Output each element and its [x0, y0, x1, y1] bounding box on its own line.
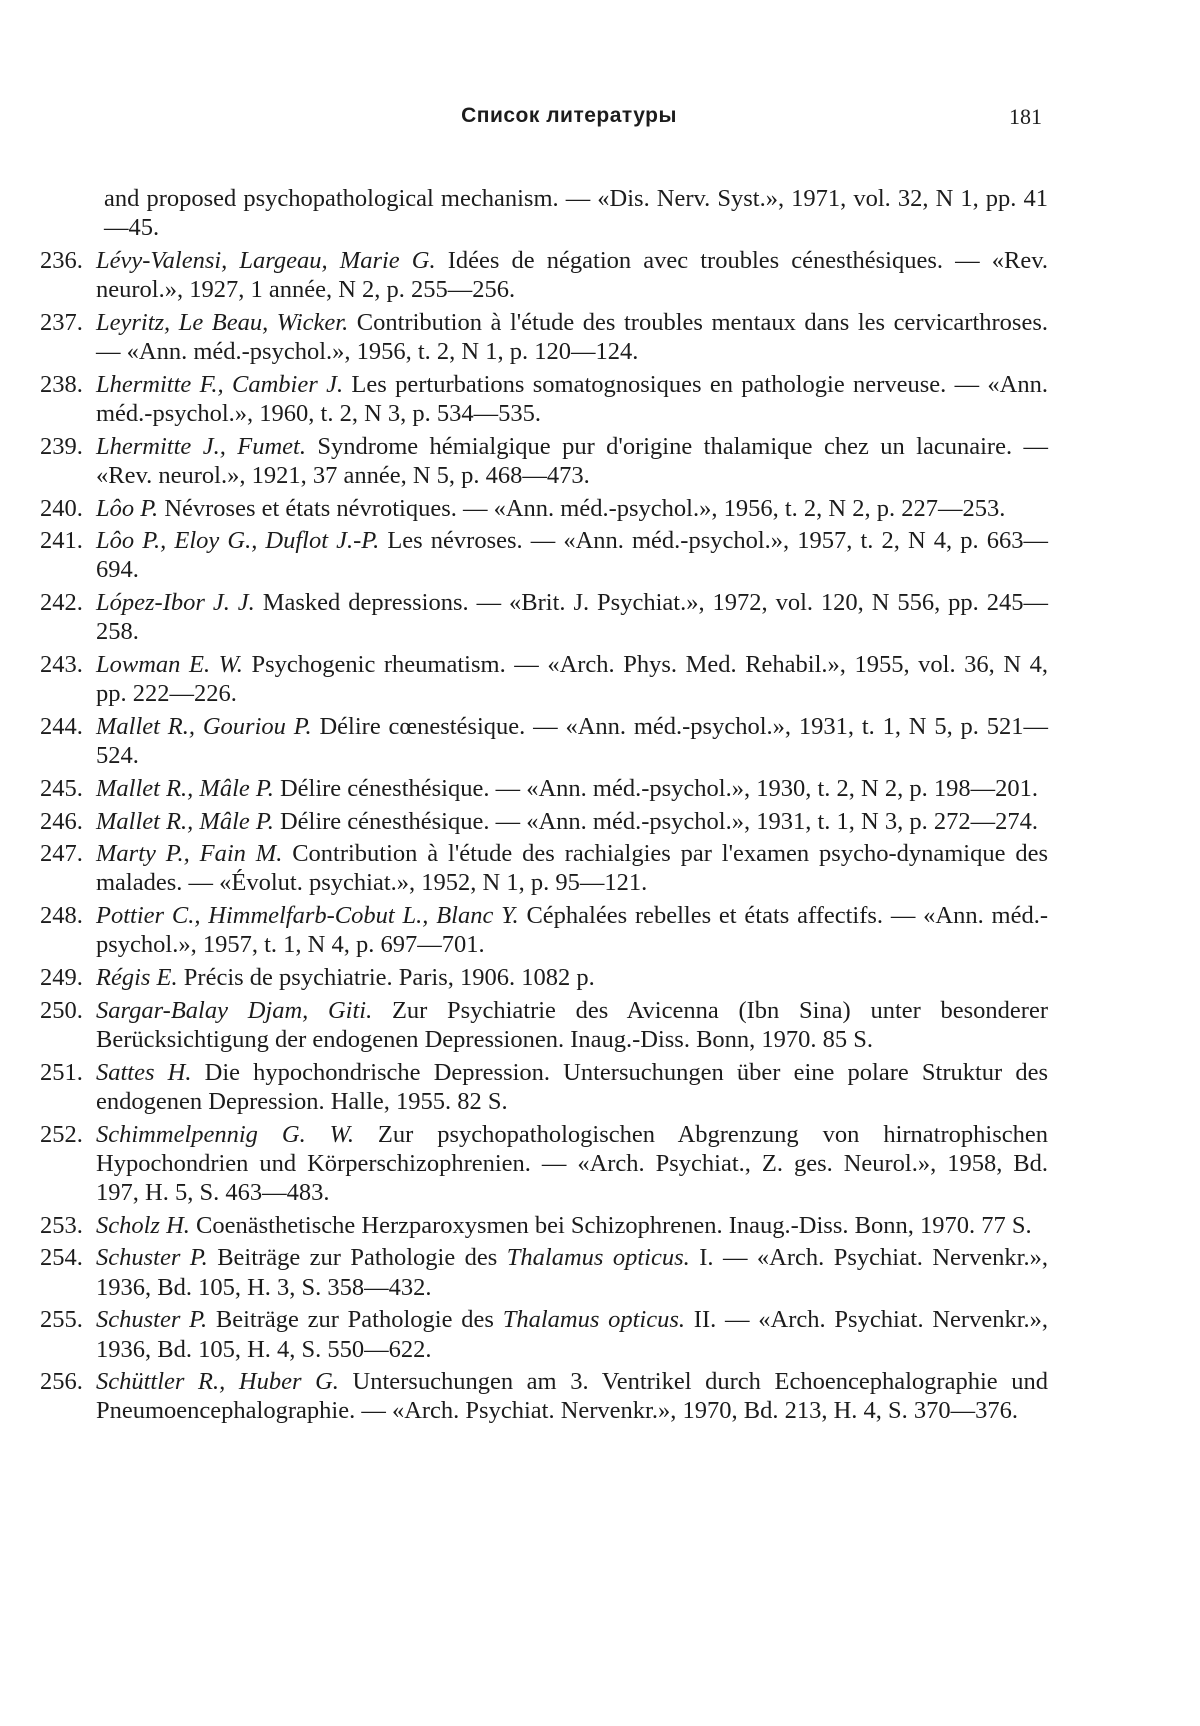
- reference-entry: 244. Mallet R., Gouriou P. Délire cœnestésique. — «Ann. méd.-psychol.», 1931, t. 1, N 5, p. 521—524.: [40, 712, 1048, 770]
- reference-entry: 253. Scholz H. Coenästhetische Herzparoxysmen bei Schizophrenen. Inaug.-Diss. Bonn, 1970. 77 S.: [40, 1211, 1032, 1239]
- reference-authors: Leyritz, Le Beau, Wicker.: [96, 308, 349, 336]
- reference-text: Contribution à l'étude des rachialgies par l'examen psycho-dynamique des malades. — «Évolut. psychiat.», 1952, N 1, p. 95—121.: [96, 840, 1048, 897]
- reference-authors: Lhermitte F., Cambier J.: [96, 370, 344, 398]
- reference-authors: Lôo P.: [96, 494, 159, 522]
- reference-text: Die hypochondrische Depression. Untersuchungen über eine polare Struktur des endogenen Depression. Halle, 1955. 82 S.: [96, 1058, 1049, 1115]
- reference-entry: 240. Lôo P. Névroses et états névrotiques. — «Ann. méd.-psychol.», 1956, t. 2, N 2, p. 227—253.: [40, 494, 1006, 522]
- reference-text: Précis de psychiatrie. Paris, 1906. 1082 p.: [177, 964, 595, 992]
- reference-text: Délire cénesthésique. — «Ann. méd.-psychol.», 1930, t. 2, N 2, p. 198—201.: [273, 774, 1038, 802]
- reference-text: Masked depressions. — «Brit. J. Psychiat.», 1972, vol. 120, N 556, pp. 245—258.: [96, 589, 1048, 646]
- running-head: [96, 104, 1042, 134]
- reference-entry: 247. Marty P., Fain M. Contribution à l'étude des rachialgies par l'examen psycho-dynamique des malades. — «Évolut. psychiat.», 1952, N 1, p. 95—121.: [40, 840, 1048, 897]
- running-title: Список литературы: [461, 104, 677, 127]
- reference-text: Les perturbations somatognosiques en pathologie nerveuse. — «Ann. méd.-psychol.», 1960, t. 2, N 3, p. 534—535.: [96, 370, 1048, 427]
- reference-entry: 239. Lhermitte J., Fumet. Syndrome hémialgique pur d'origine thalamique chez un lacunaire. — «Rev. neurol.», 1921, 37 année, N 5, p. 468—473.: [40, 432, 1048, 489]
- reference-text: Délire cœnestésique. — «Ann. méd.-psychol.», 1931, t. 1, N 5, p. 521—524.: [96, 712, 1048, 770]
- reference-list: [40, 184, 1049, 1429]
- reference-entry: 256. Schüttler R., Huber G. Untersuchungen am 3. Ventrikel durch Echoencephalographie und Pneumoencephalographie. — «Arch. Psychiat. Nervenkr.», 1970, Bd. 213, H. 4, S. 370—376.: [40, 1368, 1048, 1425]
- reference-text: and proposed psychopathological mechanism. — «Dis. Nerv. Syst.», 1971, vol. 32, N 1, pp. 41—45.: [104, 185, 1048, 242]
- reference-text: Zur Psychiatrie des Avicenna (Ibn Sina) unter besonderer Berücksichtigung der endogenen Depressionen. Inaug.-Diss. Bonn, 1970. 85 S.: [96, 996, 1048, 1053]
- reference-text: Coenästhetische Herzparoxysmen bei Schizophrenen. Inaug.-Diss. Bonn, 1970. 77 S.: [189, 1211, 1032, 1239]
- reference-entry: 245. Mallet R., Mâle P. Délire cénesthésique. — «Ann. méd.-psychol.», 1930, t. 2, N 2, p. 198—201.: [40, 774, 1038, 802]
- reference-authors: Lowman E. W.: [96, 651, 243, 679]
- reference-authors: López-Ibor J. J.: [96, 589, 255, 617]
- reference-text: Délire cénesthésique. — «Ann. méd.-psychol.», 1931, t. 1, N 3, p. 272—274.: [273, 807, 1038, 835]
- reference-authors: Régis E.: [96, 964, 178, 992]
- reference-entry: 236. Lévy-Valensi, Largeau, Marie G. Idées de négation avec troubles cénesthésiques. — «Rev. neurol.», 1927, 1 année, N 2, p. 255—256.: [40, 246, 1048, 304]
- reference-entry: 243. Lowman E. W. Psychogenic rheumatism. — «Arch. Phys. Med. Rehabil.», 1955, vol. 36, N 4, pp. 222—226.: [40, 651, 1048, 708]
- reference-authors: Schuster P.: [96, 1244, 208, 1272]
- reference-text: Les névroses. — «Ann. méd.-psychol.», 1957, t. 2, N 4, p. 663—694.: [96, 527, 1048, 584]
- reference-text: Zur psychopathologischen Abgrenzung von hirnatrophischen Hypochondrien und Körperschizophrenien. — «Arch. Psychiat., Z. ges. Neurol.», 1958, Bd. 197, H. 5, S. 463—483.: [96, 1120, 1048, 1206]
- reference-entry: 252. Schimmelpennig G. W. Zur psychopathologischen Abgrenzung von hirnatrophischen Hypochondrien und Körperschizophrenien. — «Arch. Psychiat., Z. ges. Neurol.», 1958, Bd. 197, H. 5, S. 463—483.: [40, 1120, 1048, 1206]
- reference-authors: Marty P., Fain M.: [96, 840, 283, 868]
- reference-entry: 249. Régis E. Précis de psychiatrie. Paris, 1906. 1082 p.: [40, 964, 595, 992]
- reference-text: Untersuchungen am 3. Ventrikel durch Echoencephalographie und Pneumoencephalographie. — «Arch. Psychiat. Nervenkr.», 1970, Bd. 213, H. 4, S. 370—376.: [96, 1368, 1048, 1425]
- reference-authors: Lévy-Valensi, Largeau, Marie G.: [96, 246, 436, 274]
- reference-authors: Schuster P.: [96, 1306, 208, 1334]
- reference-entry: 246. Mallet R., Mâle P. Délire cénesthésique. — «Ann. méd.-psychol.», 1931, t. 1, N 3, p. 272—274.: [40, 807, 1038, 835]
- reference-entry: 251. Sattes H. Die hypochondrische Depression. Untersuchungen über eine polare Struktur des endogenen Depression. Halle, 1955. 82 S.: [40, 1058, 1049, 1115]
- reference-text: Beiträge zur Pathologie des: [207, 1244, 507, 1272]
- reference-text: Céphalées rebelles et états affectifs. — «Ann. méd.-psychol.», 1957, t. 1, N 4, p. 697—701.: [96, 902, 1048, 959]
- reference-italic-title: Thalamus opticus.: [506, 1244, 690, 1272]
- reference-text: Contribution à l'étude des troubles mentaux dans les cervicarthroses. — «Ann. méd.-psychol.», 1956, t. 2, N 1, p. 120—124.: [96, 308, 1048, 366]
- reference-text: I. — «Arch. Psychiat. Nervenkr.», 1936, Bd. 105, H. 3, S. 358—432.: [96, 1244, 1048, 1301]
- reference-entry: 241. Lôo P., Eloy G., Duflot J.-P. Les névroses. — «Ann. méd.-psychol.», 1957, t. 2, N 4, p. 663—694.: [40, 527, 1048, 584]
- reference-authors: Sargar-Balay Djam, Giti.: [96, 996, 373, 1024]
- reference-authors: Scholz H.: [96, 1211, 190, 1239]
- page-number: 181: [1009, 104, 1042, 129]
- reference-authors: Lôo P., Eloy G., Duflot J.-P.: [96, 527, 380, 555]
- reference-authors: Sattes H.: [96, 1058, 192, 1086]
- reference-entry: 255. Schuster P. Beiträge zur Pathologie des Thalamus opticus. II. — «Arch. Psychiat. Nervenkr.», 1936, Bd. 105, H. 4, S. 550—622.: [40, 1306, 1048, 1363]
- reference-authors: Mallet R., Mâle P.: [96, 774, 274, 802]
- reference-text: Idées de négation avec troubles cénesthésiques. — «Rev. neurol.», 1927, 1 année, N 2, p. 255—256.: [96, 246, 1048, 304]
- reference-authors: Pottier C., Himmelfarb-Cobut L., Blanc Y.: [96, 902, 519, 930]
- reference-italic-title: Thalamus opticus.: [502, 1306, 686, 1334]
- reference-entry: 254. Schuster P. Beiträge zur Pathologie des Thalamus opticus. I. — «Arch. Psychiat. Nervenkr.», 1936, Bd. 105, H. 3, S. 358—432.: [40, 1244, 1048, 1301]
- reference-authors: Schüttler R., Huber G.: [96, 1368, 339, 1396]
- reference-entry: 237. Leyritz, Le Beau, Wicker. Contribution à l'étude des troubles mentaux dans les cervicarthroses. — «Ann. méd.-psychol.», 1956, t. 2, N 1, p. 120—124.: [40, 308, 1048, 366]
- reference-entry: 248. Pottier C., Himmelfarb-Cobut L., Blanc Y. Céphalées rebelles et états affectifs. — «Ann. méd.-psychol.», 1957, t. 1, N 4, p. 697—701.: [40, 902, 1048, 959]
- reference-entry: 238. Lhermitte F., Cambier J. Les perturbations somatognosiques en pathologie nerveuse. — «Ann. méd.-psychol.», 1960, t. 2, N 3, p. 534—535.: [40, 370, 1048, 427]
- reference-authors: Schimmelpennig G. W.: [96, 1120, 354, 1148]
- reference-entry: [96, 184, 1048, 242]
- reference-authors: Lhermitte J., Fumet.: [96, 432, 306, 460]
- reference-text: Névroses et états névrotiques. — «Ann. méd.-psychol.», 1956, t. 2, N 2, p. 227—253.: [158, 494, 1006, 522]
- reference-authors: Mallet R., Gouriou P.: [96, 712, 312, 740]
- reference-entry: 242. López-Ibor J. J. Masked depressions. — «Brit. J. Psychiat.», 1972, vol. 120, N 556, pp. 245—258.: [40, 589, 1048, 646]
- reference-text: Psychogenic rheumatism. — «Arch. Phys. Med. Rehabil.», 1955, vol. 36, N 4, pp. 222—226.: [96, 651, 1048, 708]
- reference-authors: Mallet R., Mâle P.: [96, 807, 274, 835]
- reference-text: II. — «Arch. Psychiat. Nervenkr.», 1936, Bd. 105, H. 4, S. 550—622.: [96, 1306, 1048, 1363]
- reference-entry: 250. Sargar-Balay Djam, Giti. Zur Psychiatrie des Avicenna (Ibn Sina) unter besonderer Berücksichtigung der endogenen Depressionen. Inaug.-Diss. Bonn, 1970. 85 S.: [40, 996, 1048, 1053]
- reference-text: Beiträge zur Pathologie des: [207, 1306, 503, 1334]
- reference-text: Syndrome hémialgique pur d'origine thalamique chez un lacunaire. — «Rev. neurol.», 1921, 37 année, N 5, p. 468—473.: [96, 432, 1048, 489]
